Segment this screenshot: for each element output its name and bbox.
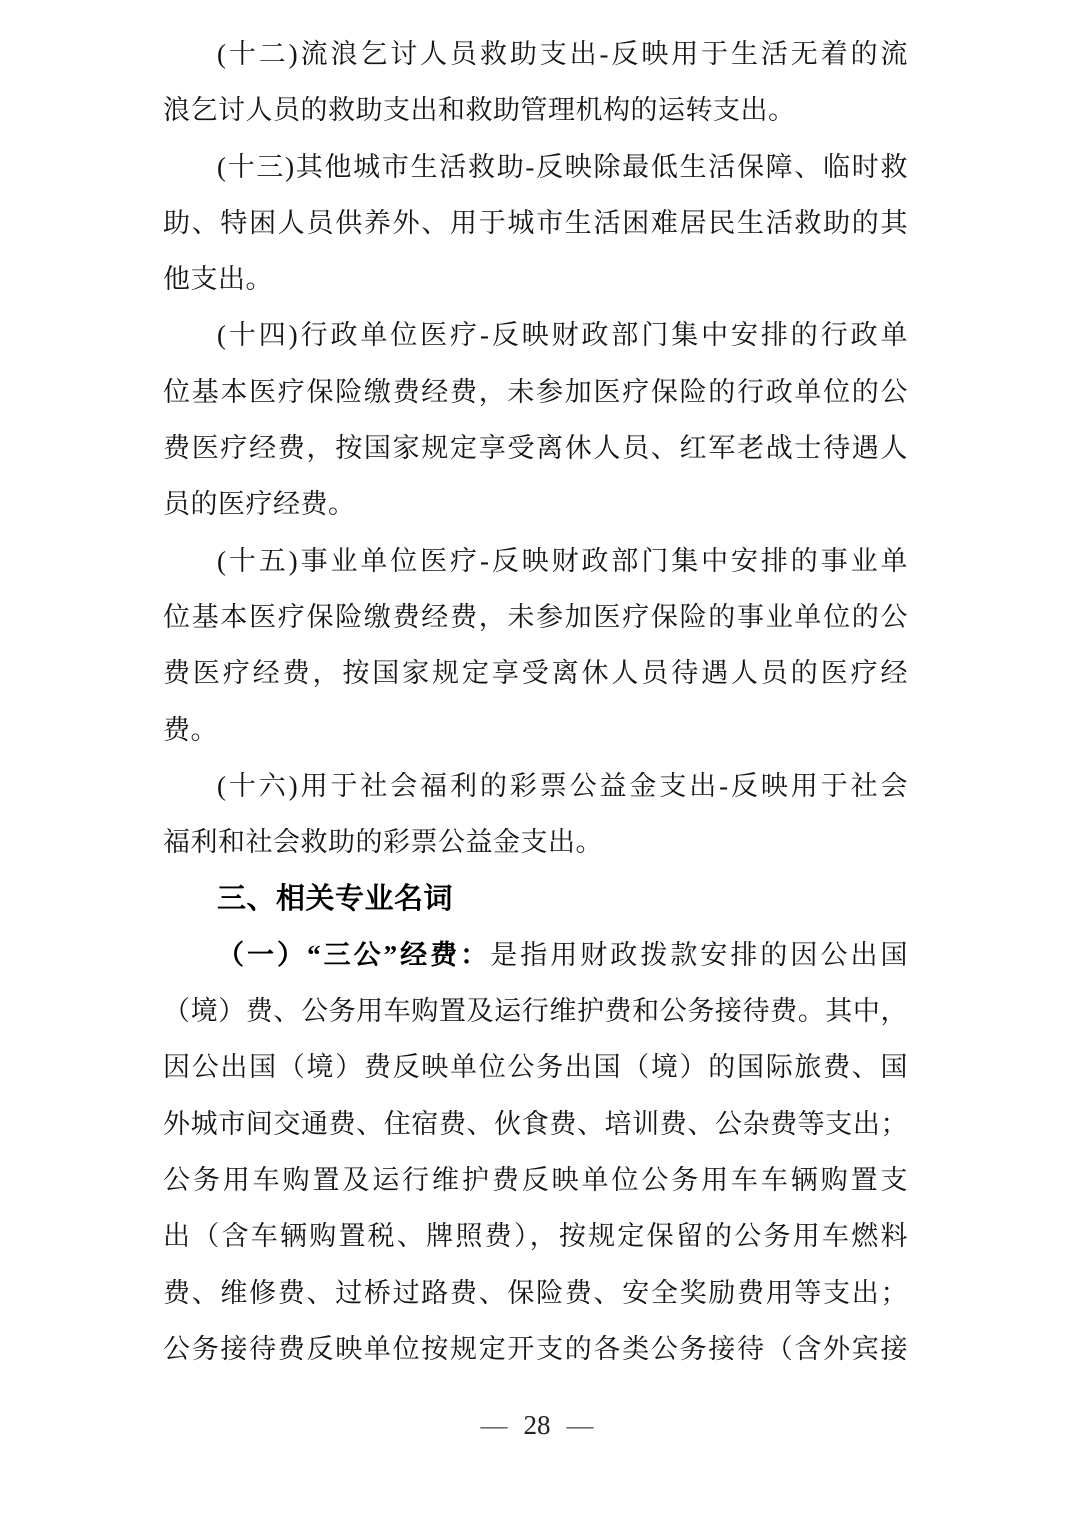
text-line: 费、维修费、过桥过路费、保险费、安全奖励费用等支出； — [163, 1277, 908, 1308]
text-line: 费。 — [163, 714, 218, 745]
page-footer — [0, 1405, 1074, 1445]
text-line: 福利和社会救助的彩票公益金支出。 — [163, 827, 603, 858]
term-label: （一）“三公”经费： — [217, 939, 491, 970]
text-line: 助、特困人员供养外、用于城市生活困难居民生活救助的其 — [163, 207, 908, 238]
text-line: 外城市间交通费、住宿费、伙食费、培训费、公杂费等支出； — [163, 1108, 908, 1139]
text-line: (十三)其他城市生活救助-反映除最低生活保障、临时救 — [217, 151, 908, 182]
text-line: 位基本医疗保险缴费经费，未参加医疗保险的事业单位的公 — [163, 601, 908, 632]
text-line: 公务接待费反映单位按规定开支的各类公务接待（含外宾接 — [163, 1333, 908, 1364]
paragraph-item-13 — [163, 139, 908, 308]
text-line: 公务用车购置及运行维护费反映单位公务用车车辆购置支 — [163, 1164, 908, 1195]
text-line — [163, 927, 908, 983]
text-line: (十四)行政单位医疗-反映财政部门集中安排的行政单 — [217, 320, 908, 351]
text-line: (十五)事业单位医疗-反映财政部门集中安排的事业单 — [217, 545, 908, 576]
text-line: 浪乞讨人员的救助支出和救助管理机构的运转支出。 — [163, 95, 796, 126]
text-line: 他支出。 — [163, 264, 273, 295]
text-line: 出（含车辆购置税、牌照费），按规定保留的公务用车燃料 — [163, 1221, 908, 1252]
text-line: 员的医疗经费。 — [163, 489, 356, 520]
text-line: 费医疗经费，按国家规定享受离休人员待遇人员的医疗经 — [163, 658, 908, 689]
term-definition-start: 是指用财政拨款安排的因公出国 — [490, 939, 909, 970]
section-heading: 三、相关专业名词 — [217, 881, 454, 916]
paragraph-term-sangong — [163, 927, 908, 1377]
document-body — [163, 26, 908, 1377]
text-line: （境）费、公务用车购置及运行维护费和公务接待费。其中， — [163, 996, 908, 1027]
paragraph-item-15 — [163, 533, 908, 758]
text-line: 因公出国（境）费反映单位公务出国（境）的国际旅费、国 — [163, 1052, 908, 1083]
text-line: 费医疗经费，按国家规定享受离休人员、红军老战士待遇人 — [163, 433, 908, 464]
paragraph-item-12 — [163, 26, 908, 139]
footer-dash-left: — — [480, 1410, 508, 1440]
paragraph-item-14 — [163, 307, 908, 532]
footer-dash-right: — — [566, 1410, 594, 1440]
paragraph-item-16 — [163, 758, 908, 871]
text-line: (十二)流浪乞讨人员救助支出-反映用于生活无着的流 — [217, 39, 908, 69]
page-number: 28 — [523, 1410, 551, 1440]
text-line: 位基本医疗保险缴费经费，未参加医疗保险的行政单位的公 — [163, 376, 908, 407]
text-line: (十六)用于社会福利的彩票公益金支出-反映用于社会 — [217, 770, 908, 801]
